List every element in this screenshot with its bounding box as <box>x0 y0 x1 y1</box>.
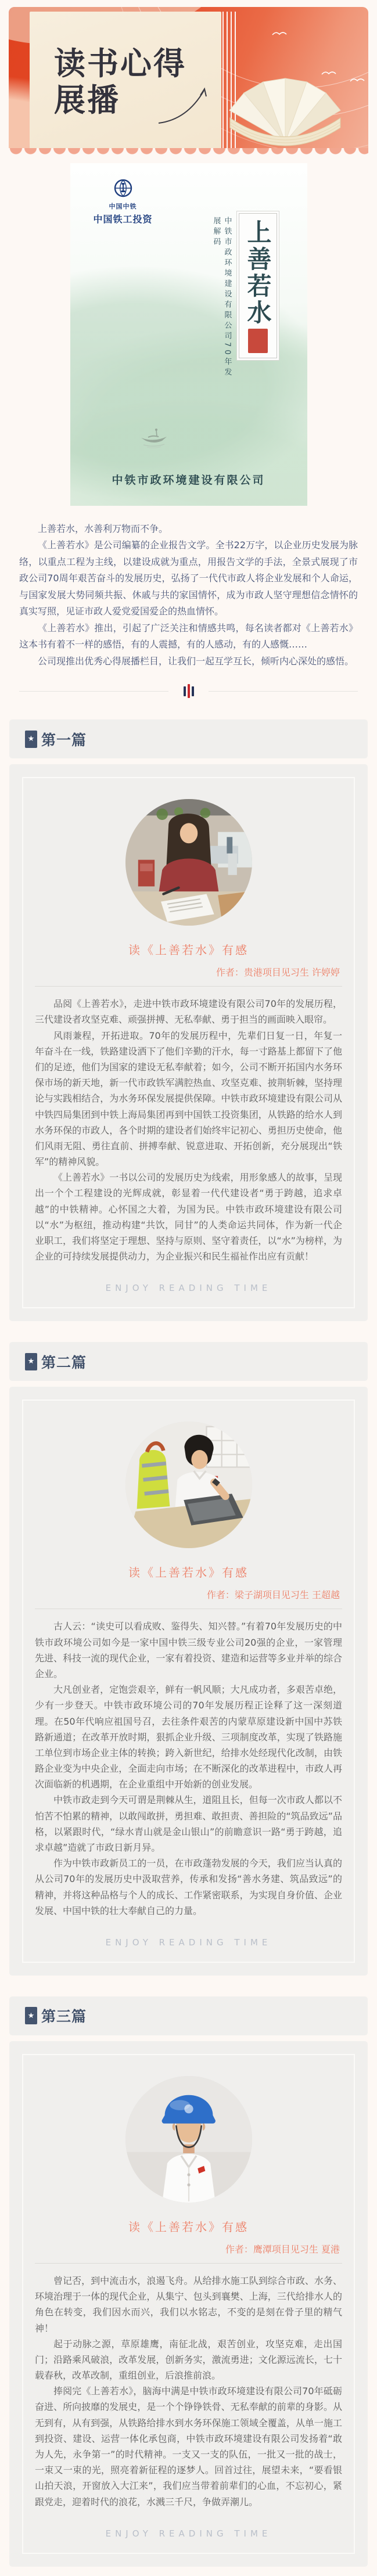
section-3-card <box>9 2041 368 2567</box>
cover-subtitle-vertical: 中铁市政环境建设有限公司70年发展解码 <box>211 217 232 379</box>
intro-text <box>19 521 358 670</box>
crec-logo <box>94 178 153 225</box>
author-line: 作者：梁子湖项目见习生 王超越 <box>206 1589 340 1601</box>
section-3-card-inner <box>22 2054 355 2554</box>
enjoy-reading-footer: ENJOY READING TIME <box>105 1937 272 1948</box>
intro-paragraph: 《上善若水》推出，引起了广泛关注和情感共鸣，每名读者都对《上善若水》这本书有着不一样的感悟，有的人震撼，有的人感动，有的人感慨…… <box>19 622 358 650</box>
cover-title-calligraphy: 上善若水 <box>243 220 272 326</box>
banner-title-line1: 读书心得 <box>54 45 186 82</box>
red-seal-icon <box>248 329 268 353</box>
author-photo-man-helmet[interactable] <box>125 2076 252 2203</box>
divider-bar <box>184 686 186 696</box>
bird-icon <box>321 70 336 75</box>
author-line: 作者：鹰潭项目见习生 夏港 <box>225 2243 340 2255</box>
cover-title-panel <box>239 213 277 358</box>
section-2-card <box>9 1387 368 1976</box>
section-1-card <box>9 764 368 1321</box>
author-photo-woman-reading[interactable] <box>125 799 252 926</box>
section-1-card-inner <box>22 777 355 1308</box>
divider-bar <box>188 684 190 698</box>
paragraph: 古人云：“读史可以看成败、鉴得失、知兴替。”有着70年发展历史的中铁市政环境公司如今是一家中国中铁三级专业公司20强的企业，一家管理先进、科技一流的现代企业，一家有着投资、建造和运营等多业并举的综合企业。 <box>35 1621 342 1679</box>
paragraph: 作为中铁市政新员工的一员，在市政蓬勃发展的今天，我们应当认真的从公司70年的发展历史中汲取营养，传承和发扬“善水务建、筑品致远”的 精神，并将这种品格与个人的成长、工作紧密联系，为实现自身价值、企业发展、中国中铁的壮大奉献自己的力量。 <box>35 1858 342 1916</box>
bird-icon <box>272 30 287 36</box>
crec-logo-text: 中国中铁 <box>109 203 137 210</box>
divider-line <box>35 2263 342 2264</box>
essay-body <box>35 996 342 1264</box>
paragraph: 大凡创业者，定饱尝艰辛，鲜有一帆风顺；大凡成功者，多艰苦卓绝，少有一步登天。中铁市政环境公司的70年发展历程正诠释了这一深刻道理。在50年代响应祖国号召，去往条件艰苦的内蒙草原建设新中国中苏铁路新通道；在改革开放时期，狠抓企业升级、三项制度改革，实现了铁路施工单位到市场企业主体的转换；跨入新世纪，给排水处经现代化改制，由铁路企业变为中央企业，全面走向市场；在不断深化的改革进程中，市政人再次面临新的机遇期，在企业重组中开始新的创业发展。 <box>35 1684 342 1790</box>
curved-arrow-icon <box>155 81 213 128</box>
scalloped-edge-decoration <box>9 148 368 156</box>
banner-title-line2: 展播 <box>54 81 120 119</box>
section-1-header <box>9 719 368 758</box>
section-3-header <box>9 1996 368 2035</box>
divider-bar <box>192 686 194 696</box>
section-3-title: 第三篇 <box>41 2008 87 2025</box>
book-cover-image[interactable] <box>70 163 307 506</box>
author-photo-man-laptop[interactable] <box>125 1422 252 1548</box>
cover-company-name: 中铁市政环境建设有限公司 <box>112 474 265 487</box>
page-bottom-spacer <box>0 2567 377 2576</box>
header-banner <box>9 7 368 148</box>
essay-body <box>35 1618 342 1919</box>
star-icon: ★ <box>25 2007 37 2024</box>
divider-line <box>35 986 342 987</box>
intro-paragraph: 《上善若水》是公司编纂的企业报告文学。全书22万字，以企业历史发展为脉络，以重点工程为主线，以建设成就为重点，用报告文学的手法，全景式展现了市政公司70周年艰苦奋斗的发展历史，弘扬了一代代市政人将企业发展和个人命运，与国家发展大势同频共振、休戚与共的家国情怀，成为市政人坚守理想信念情怀的真实写照，见证市政人爱党爱国爱企的热血情怀。 <box>19 539 358 617</box>
paragraph: 起于动脉之源，草原雄鹰，南征北战，艰苦创业，攻坚克难，走出国门；沿路乘风破浪，改革发展，创新务实，激流勇进；文化源远流长，七十载春秋，改革改制，重组创业，后浪推前浪。 <box>35 2338 342 2381</box>
crec-emblem-icon <box>113 178 133 198</box>
star-icon: ★ <box>25 1353 37 1370</box>
enjoy-reading-footer: ENJOY READING TIME <box>105 2528 272 2539</box>
essay-title: 读《上善若水》有感 <box>128 943 249 958</box>
paragraph: 曾记否，到中流击水，浪遏飞舟。从给排水施工队到综合市政、水务、环境治理于一体的现代企业，从集宁、包头到襄樊、上海，三代给排水人的角色在转变，我们因水而兴，我们以水铭志，不变的是刻在骨子里的精气神！ <box>35 2275 342 2334</box>
paragraph: 捧阅完《上善若水》，脑海中满是中铁市政环境建设有限公司70年砥砺奋进、所向披靡的发展史，是一个个铮铮铁骨、无私奉献的前辈的身影。从无到有，从有到强，从铁路给排水到水务环保施工领域全覆盖，从单一施工到投资、建设、运营一体化承包商，中铁市政环境建设有限公司发扬着“敢为人先，永争第一”的时代精神。一支又一支的队伍，一批又一批的战士，一束又一束的光，照亮着新征程的逐梦人。回首过往，展望未来，“要看银山拍天浪，开窗放入大江来”，我们应当带着前辈们的心血，不忘初心，紧跟党走，迎着时代的浪花，水溅三千尺，争做弄潮儿。 <box>35 2386 342 2507</box>
section-2-header <box>9 1342 368 1381</box>
section-1-title: 第一篇 <box>41 731 87 749</box>
paragraph: 《上善若水》一书以公司的发展历史为线索，用形象感人的故事，呈现出一个个工程建设的光辉成就，彰显着一代代建设者“勇于跨越，追求卓越”的中铁精神。心怀国之大着，为国为民。中铁市政环境建设有限公司以“水”为枢纽，推动构建“共饮，同甘”的人类命运共同体，作为新一代企业职工，我们将坚定于理想、坚持与原则、坚守着责任，以“水”为榜样，为企业的可持续发展提供动力，为企业振兴和民生福祉作出应有贡献！ <box>35 1172 342 1262</box>
intro-paragraph: 上善若水，水善利万物而不争。 <box>38 523 168 534</box>
star-icon: ★ <box>25 731 37 748</box>
essay-body <box>35 2273 342 2510</box>
essay-title: 读《上善若水》有感 <box>128 2219 249 2234</box>
section-2-title: 第二篇 <box>41 1354 87 1371</box>
section-2-card-inner <box>22 1399 355 1963</box>
paragraph: 中铁市政走到今天可谓是荆棘从生，道阻且长，但每一次市政人都以不怕苦不怕累的精神，以敢闯敢拼，勇担难、敢担责、善担险的“筑品致远”品格，以紧跟时代，“绿水青山就是金山银山”的前瞻意识一路“勇于跨越，追求卓越”造就了市政日新月异。 <box>35 1794 342 1854</box>
author-line: 作者：贵港项目见习生 许婷婷 <box>216 967 340 978</box>
ctii-logo-text: 中国铁工投资 <box>93 214 153 225</box>
section-divider <box>19 683 358 699</box>
intro-paragraph: 公司现推出优秀心得展播栏目，让我们一起互学互长，倾听内心深处的感悟。 <box>38 655 354 667</box>
paragraph: 品阅《上善若水》，走进中铁市政环境建设有限公司70年的发展历程，三代建设者攻坚克难、顽强拼搏、无私奉献、勇于担当的画面映入眼帘。 <box>35 998 342 1026</box>
paragraph: 风雨兼程，开拓进取。70年的发展历程中，先辈们日复一日，年复一年奋斗在一线，铁路建设洒下了他们辛勤的汗水，每一寸路基上都留下了他们的足迹，他们为国家的建设无私奉献着；如今，公司不断开拓国内水务环保市场的新天地，新一代市政铁军满腔热血、攻坚克难、披荆斩棘，坚持理论与实践相结合，为水务环保发展提供保障。中铁市政环境建设有限公司从中铁四局集团到中铁上海局集团再到中国铁工投资集团，从铁路的给水人到水务环保的市政人，各个时期的建设者们始终牢记初心、勇担历史使命，他们风雨无阻、勇往直前、拼搏奉献、锐意进取、开拓创新，充分展现出“铁军”的精神风貌。 <box>35 1030 342 1168</box>
bird-icon <box>350 77 365 82</box>
enjoy-reading-footer: ENJOY READING TIME <box>105 1283 272 1294</box>
boat-icon <box>139 427 169 449</box>
essay-title: 读《上善若水》有感 <box>128 1566 249 1580</box>
